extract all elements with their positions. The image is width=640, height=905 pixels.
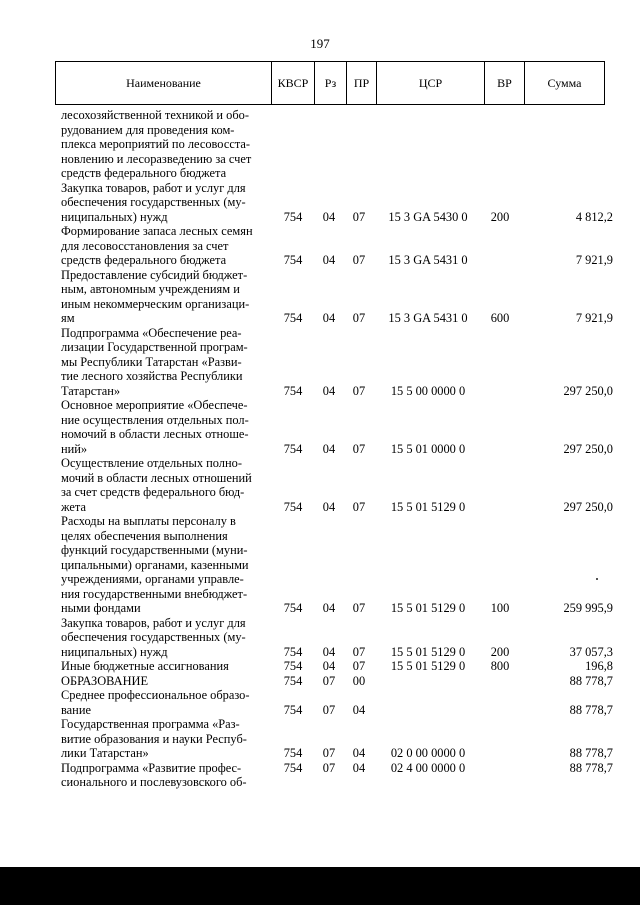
row-name: Закупка товаров, работ и услуг для обеспечения государственных (му- ниципальных) нужд <box>61 615 246 659</box>
table-row <box>0 398 640 456</box>
row-sum: 88 778,7 <box>569 673 613 688</box>
row-rz: 04 <box>322 601 336 615</box>
row-rz: 04 <box>322 311 336 325</box>
row-sum: 196,8 <box>585 659 613 673</box>
row-rz: 04 <box>322 383 336 398</box>
row-sum: 7 921,9 <box>575 253 613 267</box>
row-pr: 07 <box>352 499 366 514</box>
row-sum: 7 921,9 <box>575 311 613 325</box>
row-csr: 02 0 00 0000 0 <box>390 746 466 760</box>
table-row <box>0 717 640 761</box>
row-pr: 07 <box>352 209 366 224</box>
table-row <box>0 108 640 181</box>
table-header <box>55 61 605 105</box>
row-kvsr: 754 <box>283 760 303 775</box>
header-name: Наименование <box>126 75 201 90</box>
row-name: Основное мероприятие «Обеспече- ние осуществления отдельных пол- номочий в области лесных отноше- ний» <box>61 398 249 456</box>
table-row <box>0 224 640 268</box>
row-rz: 04 <box>322 644 336 659</box>
row-pr: 07 <box>352 659 366 673</box>
row-sum: 88 778,7 <box>569 702 613 717</box>
row-rz: 04 <box>322 209 336 224</box>
row-name: Расходы на выплаты персоналу в целях обеспечения выполнения функций государственными (муни- ципальными) органами, казенными учреждениями, органами управле- ния государственными внебюджет- ными фондами <box>61 514 249 615</box>
row-name: ОБРАЗОВАНИЕ <box>61 673 149 688</box>
row-pr: 07 <box>352 601 366 615</box>
table-row <box>0 181 640 225</box>
row-sum: 4 812,2 <box>575 209 613 224</box>
row-csr: 15 5 01 5129 0 <box>390 499 466 514</box>
table-row <box>0 514 640 616</box>
row-rz: 07 <box>322 673 336 688</box>
header-kvsr: КВСР <box>271 62 314 104</box>
row-csr: 15 3 GA 5431 0 <box>388 311 468 325</box>
row-rz: 07 <box>322 760 336 775</box>
row-pr: 04 <box>352 702 366 717</box>
table-row <box>0 761 640 790</box>
row-csr: 02 4 00 0000 0 <box>390 760 466 775</box>
header-pr: ПР <box>346 62 376 104</box>
row-csr: 15 5 01 0000 0 <box>390 441 466 456</box>
row-pr: 07 <box>352 383 366 398</box>
row-sum: 37 057,3 <box>569 644 613 659</box>
row-kvsr: 754 <box>283 746 303 760</box>
row-name: Закупка товаров, работ и услуг для обеспечения государственных (му- ниципальных) нужд <box>61 180 246 224</box>
row-name: Среднее профессиональное образо- вание <box>61 688 250 717</box>
row-kvsr: 754 <box>283 601 303 615</box>
row-pr: 04 <box>352 746 366 760</box>
row-sum: 297 250,0 <box>563 499 613 514</box>
row-sum: 88 778,7 <box>569 760 613 775</box>
row-name: Иные бюджетные ассигнования <box>61 659 229 673</box>
row-kvsr: 754 <box>283 644 303 659</box>
row-kvsr: 754 <box>283 383 303 398</box>
scan-speck <box>596 578 598 580</box>
row-pr: 04 <box>352 760 366 775</box>
row-csr: 15 5 00 0000 0 <box>390 383 466 398</box>
row-vr: 200 <box>490 644 510 659</box>
row-name: Подпрограмма «Развитие профес- сионального и послевузовского об- <box>61 760 247 789</box>
header-vr: ВР <box>484 62 524 104</box>
row-kvsr: 754 <box>283 659 303 673</box>
row-name: Формирование запаса лесных семян для лесовосстановления за счет средств федерального бюджета <box>61 224 253 267</box>
table-body <box>0 108 640 790</box>
row-name: лесохозяйственной техникой и обо- рудованием для проведения ком- плекса мероприятий по лесовосста- новлению и лесоразведению за счет средств федерального бюджета <box>61 108 252 180</box>
header-sum: Сумма <box>524 62 604 104</box>
table-row <box>0 659 640 674</box>
row-name: Государственная программа «Раз- витие образования и науки Респуб- лики Татарстан» <box>61 717 247 760</box>
row-rz: 07 <box>322 702 336 717</box>
row-rz: 07 <box>322 746 336 760</box>
row-rz: 04 <box>322 441 336 456</box>
table-row <box>0 674 640 689</box>
row-sum: 259 995,9 <box>563 601 613 615</box>
row-rz: 04 <box>322 499 336 514</box>
row-kvsr: 754 <box>283 499 303 514</box>
row-sum: 297 250,0 <box>563 441 613 456</box>
row-rz: 04 <box>322 659 336 673</box>
header-rz: Рз <box>314 62 346 104</box>
page-number: 197 <box>310 36 330 51</box>
row-pr: 00 <box>352 673 366 688</box>
row-sum: 88 778,7 <box>569 746 613 760</box>
row-kvsr: 754 <box>283 673 303 688</box>
row-vr: 200 <box>490 209 510 224</box>
row-csr: 15 5 01 5129 0 <box>390 601 466 615</box>
row-pr: 07 <box>352 441 366 456</box>
table-row <box>0 688 640 717</box>
row-pr: 07 <box>352 253 366 267</box>
header-csr: ЦСР <box>376 62 484 104</box>
table-row <box>0 268 640 326</box>
row-kvsr: 754 <box>283 441 303 456</box>
row-csr: 15 3 GA 5430 0 <box>388 209 468 224</box>
scan-bottom-edge <box>0 867 640 905</box>
row-pr: 07 <box>352 644 366 659</box>
table-row <box>0 326 640 399</box>
row-csr: 15 5 01 5129 0 <box>390 644 466 659</box>
table-row <box>0 616 640 660</box>
row-rz: 04 <box>322 253 336 267</box>
row-sum: 297 250,0 <box>563 383 613 398</box>
row-vr: 800 <box>490 659 510 673</box>
row-kvsr: 754 <box>283 311 303 325</box>
row-csr: 15 3 GA 5431 0 <box>388 253 468 267</box>
table-row <box>0 456 640 514</box>
row-pr: 07 <box>352 311 366 325</box>
row-kvsr: 754 <box>283 253 303 267</box>
row-csr: 15 5 01 5129 0 <box>390 659 466 673</box>
row-name: Подпрограмма «Обеспечение реа- лизации Государственной програм- мы Республики Татарстан «Разви- тие лесного хозяйства Республики Татарстан» <box>61 325 248 398</box>
row-name: Предоставление субсидий бюджет- ным, автономным учреждениям и иным некоммерческим организаци- ям <box>61 267 250 325</box>
row-kvsr: 754 <box>283 702 303 717</box>
row-kvsr: 754 <box>283 209 303 224</box>
row-vr: 100 <box>490 601 510 615</box>
row-vr: 600 <box>490 311 510 325</box>
row-name: Осуществление отдельных полно- мочий в области лесных отношений за счет средств федерального бюд- жета <box>61 456 252 514</box>
